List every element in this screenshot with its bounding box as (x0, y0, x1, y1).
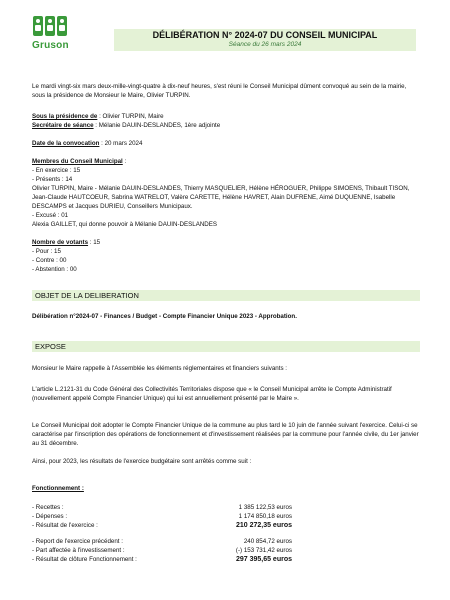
presidence-label: Sous la présidence de (32, 113, 98, 120)
row-value: 297 395,65 euros (235, 556, 292, 563)
row-label: - Report de l'exercice précédent : (32, 538, 123, 545)
convocation-label: Date de la convocation (32, 140, 100, 147)
gruson-logo (32, 16, 72, 54)
table-row (32, 537, 292, 546)
votants-heading (32, 238, 420, 247)
votants-value: : 15 (88, 239, 101, 246)
table-row (32, 521, 292, 530)
fonctionnement-table-1 (32, 503, 292, 530)
table-row (32, 503, 292, 512)
objet-section-heading: OBJET DE LA DELIBERATION (32, 290, 420, 301)
row-value: 1 385 122,53 euros (238, 504, 292, 511)
row-label: - Part affectée à l'investissement : (32, 547, 125, 554)
table-row (32, 546, 292, 555)
votants-abstention: - Abstention : 00 (32, 266, 77, 273)
row-label: - Résultat de clôture Fonctionnement : (32, 556, 137, 563)
presidence-line (32, 112, 420, 121)
fonctionnement-table-2 (32, 537, 292, 564)
intro-paragraph: Le mardi vingt-six mars deux-mille-vingt-quatre à dix-neuf heures, s'est réuni le Conseil Municipal dûment convoqué au sein de la mairie, sous la présidence de Monsieur le Maire, Olivier TURPIN. (32, 83, 407, 99)
expose-paragraph-2: L'article L.2121-31 du Code Général des Collectivités Territoriales dispose que « le Conseil Municipal arrête le Compte Administratif (nouvellement appelé Compte Financier Unique) qui lui est annuellement présenté par le Maire ». (32, 386, 392, 402)
title-band (114, 29, 416, 51)
secretaire-line (32, 121, 420, 130)
table-row (32, 512, 292, 521)
membres-heading (32, 157, 420, 166)
objet-text: Délibération n°2024-07 - Finances / Budget - Compte Financier Unique 2023 - Approbation. (32, 313, 297, 320)
convocation-value: : 20 mars 2024 (99, 140, 143, 147)
row-value: 240 854,72 euros (243, 538, 292, 545)
votants-contre: - Contre : 00 (32, 257, 67, 264)
membres-pouvoir: Alexia GAILLET, qui donne pouvoir à Mélanie DAUIN-DESLANDES (32, 221, 218, 228)
fonctionnement-heading: Fonctionnement : (32, 485, 84, 492)
membres-label: Membres du Conseil Municipal (32, 158, 123, 165)
row-value: 210 272,35 euros (235, 522, 292, 529)
expose-section-heading: EXPOSE (32, 341, 420, 352)
row-value: 1 174 850,18 euros (238, 513, 292, 520)
votants-label: Nombre de votants (32, 239, 89, 246)
votants-pour: - Pour : 15 (32, 248, 61, 255)
row-label: - Dépenses : (32, 513, 68, 520)
row-label: - Recettes : (32, 504, 64, 511)
membres-presents: - Présents : 14 (32, 176, 73, 183)
membres-suffix: : (122, 158, 127, 165)
presidence-value: : Olivier TURPIN, Maire (97, 113, 164, 120)
town-logo-icon (32, 16, 68, 38)
membres-list: Olivier TURPIN, Maire - Mélanie DAUIN-DESLANDES, Thierry MASQUELIER, Hélène HÉROGUER, Philippe SIMOENS, Thibault TISON, Jean-Claude HAUTCOEUR, Sabrina WATRELOT, Valère CARETTE, Hélène HAVRET, Alain DUFRENE, Aimé DUQUENNE, Isabelle DESCAMPS et Jacques DURIEU, Conseillers Municipaux. (32, 185, 410, 210)
convocation-line (32, 139, 420, 148)
secretaire-value: : Mélanie DAUIN-DESLANDES, 1ère adjointe (93, 122, 221, 129)
row-value: (-) 153 731,42 euros (235, 547, 292, 554)
logo-text: Gruson (32, 40, 69, 51)
expose-paragraph-1: Monsieur le Maire rappelle à l'Assemblée les éléments réglementaires et financiers suivants : (32, 365, 287, 372)
session-date: Séance du 26 mars 2024 (228, 41, 302, 48)
expose-paragraph-4: Ainsi, pour 2023, les résultats de l'exercice budgétaire sont arrêtés comme suit : (32, 458, 252, 465)
membres-excuse: - Excusé : 01 (32, 212, 69, 219)
secretaire-label: Secrétaire de séance (32, 122, 94, 129)
expose-paragraph-3: Le Conseil Municipal doit adopter le Compte Financier Unique de la commune au plus tard le 10 juin de l'année suivant l'exercice. Celui-ci se caractérise par l'inscription des opérations de fonctionnement et d'investissement réalisées par la commune pour l'année civile, du 1er janvier au 31 décembre. (32, 422, 419, 447)
membres-exercice: - En exercice : 15 (32, 167, 81, 174)
row-label: - Résultat de l'exercice : (32, 522, 98, 529)
page-title: DÉLIBÉRATION N° 2024-07 DU CONSEIL MUNICIPAL (152, 30, 378, 40)
table-row (32, 555, 292, 564)
